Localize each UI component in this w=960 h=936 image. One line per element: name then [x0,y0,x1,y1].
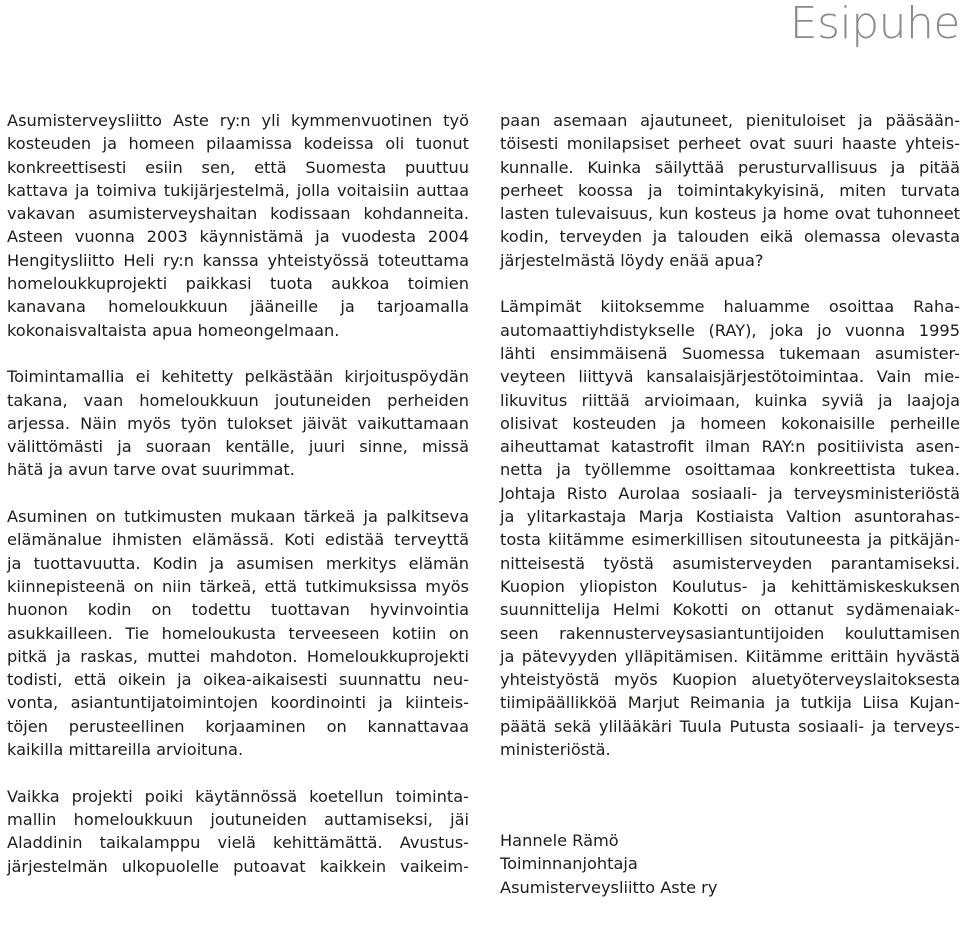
paragraph [7,365,469,481]
text-line: Vaikka projekti poiki käytännössä koetellun toiminta- [7,786,469,806]
text-line: kattava ja toimiva tukijärjestelmä, jolla voitaisiin auttaa [7,180,469,200]
text-line: olisivat kosteuden ja homeen kokonaisille perheille [500,413,960,433]
signature-title: Toiminnanjohtaja [500,854,638,874]
text-line: järjestelmästä löydy enää apua? [500,250,764,270]
text-line: välittömästi ja suoraan kentälle, juuri sinne, missä [7,437,469,457]
text-line: aiheuttamat katastrofit ilman RAY:n positiivista asen- [500,437,960,457]
text-line: Asteen vuonna 2003 käynnistämä ja vuodesta 2004 [7,227,469,247]
text-line: tosta kiitämme esimerkillisen sitoutuneesta ja pitkäjän- [500,530,960,550]
paragraph-gap [7,342,469,365]
text-line: Lämpimät kiitoksemme haluamme osoittaa Raha- [500,297,960,317]
text-line: töjen perusteellinen korjaaminen on kannattavaa [7,716,469,736]
text-line: kaikilla mittareilla arvioituna. [7,740,244,760]
text-line: suunnittelija Helmi Kokotti on ottanut sydämenaiak- [500,600,960,620]
text-line: paan asemaan ajautuneet, pienituloiset ja pääsään- [500,111,960,130]
text-line: yhteistyöstä myös Kuopion aluetyöterveyslaitoksesta [500,670,960,690]
text-line: Toimintamallia ei kehitetty pelkästään kirjoituspöydän [7,367,469,387]
text-line: Hengitysliitto Heli ry:n kanssa yhteistyössä toteuttama [7,250,469,270]
text-line: päätä sekä ylilääkäri Tuula Putusta sosiaali- ja terveys- [500,716,960,736]
text-line: lähti ensimmäisenä Suomessa tukemaan asumister- [500,343,960,363]
text-line: järjestelmän ulkopuolelle putoavat kaikkein vaikeim- [7,856,469,876]
text-line: Johtaja Risto Aurolaa sosiaali- ja terveysministeriöstä [500,483,960,503]
text-line: arjessa. Näin myös työn tulokset jäivät vaikuttamaan [7,413,469,433]
paragraph-gap [500,272,960,295]
text-line: ja tuottavuutta. Kodin ja asumisen merkitys elämän [7,553,469,573]
text-line: perheet koossa ja toimintakykyisinä, miten turvata [500,180,960,200]
text-line: kunnalle. Kuinka säilyttää perusturvallisuus ja pitää [500,157,960,177]
text-line: takana, vaan homeloukkuun joutuneiden perheiden [7,390,469,410]
paragraph [500,295,960,761]
text-line: Aladdinin taikalamppu vielä kehittämättä. Avustus- [7,833,469,853]
paragraph [7,505,469,761]
paragraph [500,109,960,272]
right-column [500,109,960,761]
paragraph [7,109,469,342]
text-line: netta ja työllemme osoittamaa konkreettista tukea. [500,460,960,480]
text-line: ministeriöstä. [500,740,611,760]
text-line: kodin, terveyden ja talouden eikä olemassa olevasta [500,227,960,247]
signature-name: Hannele Rämö [500,831,619,850]
text-line: elämänalue ihmisten elämässä. Koti edistää terveyttä [7,530,469,550]
signature [500,829,900,899]
left-column [7,109,469,878]
text-line: asukkailleen. Tie homeloukusta terveeseen kotiin on [7,623,469,643]
signature-organization: Asumisterveysliitto Aste ry [500,877,718,897]
text-line: ja pätevyyden ylläpitämisen. Kiitämme erittäin hyvästä [500,646,960,666]
text-line: pitkä ja raskas, muttei mahdoton. Homeloukkuprojekti [7,646,469,666]
text-line: tiimipäällikköä Marjut Reimania ja tutkija Liisa Kujan- [500,693,960,713]
text-line: vonta, asiantuntijatoimintojen koordinointi ja kiinteis- [7,693,469,713]
text-line: todisti, että oikein ja oikea-aikaisesti suunnattu neu- [7,670,469,690]
text-line: kanavana homeloukkuun jääneille ja tarjoamalla [7,297,469,317]
text-line: mallin homeloukkuun joutuneiden auttamiseksi, jäi [7,809,469,829]
text-line: nitteisestä työstä asumisterveyden parantamiseksi. [500,553,960,573]
text-line: likuvitus riittää arvioimaan, kuinka syviä ja laajoja [500,390,960,410]
text-line: lasten tulevaisuus, kun kosteus ja home ovat tuhonneet [500,204,960,224]
text-line: Asumisterveysliitto Aste ry:n yli kymmenvuotinen työ [7,111,469,130]
text-line: töisesti monilapsiset perheet ovat suuri haaste yhteis- [500,134,960,154]
text-line: veyteen liittyvä kansalaisjärjestötoimintaa. Vain mie- [500,367,960,387]
text-line: homeloukkuprojekti paikkasi tuota aukkoa toimien [7,274,469,294]
text-line: vakavan asumisterveyshaitan kodissaan kohdanneita. [7,204,469,224]
text-line: kiinnepisteenä on niin tärkeä, että tutkimuksissa myös [7,576,469,596]
text-line: automaattiyhdistykselle (RAY), joka jo vuonna 1995 [500,320,960,340]
text-line: kokonaisvaltaista apua homeongelmaan. [7,320,340,340]
text-line: ja ylitarkastaja Marja Kostiaista Valtion asuntorahas- [500,507,960,527]
text-line: hätä ja avun tarve ovat suurimmat. [7,460,295,480]
text-line: Kuopion yliopiston Koulutus- ja kehittämiskeskuksen [500,576,960,596]
text-line: seen rakennusterveysasiantuntijoiden kouluttamisen [500,623,960,643]
paragraph-gap [7,761,469,784]
text-line: kosteuden ja homeen pilaamissa kodeissa oli tuonut [7,134,469,154]
text-line: Asuminen on tutkimusten mukaan tärkeä ja palkitseva [7,507,469,527]
text-line: huonon kodin on todettu tuottavan hyvinvointia [7,600,469,620]
page-title: Esipuhe [789,0,960,49]
text-line: konkreettisesti esiin sen, että Suomesta puuttuu [7,157,469,177]
paragraph-gap [7,482,469,505]
paragraph [7,785,469,878]
